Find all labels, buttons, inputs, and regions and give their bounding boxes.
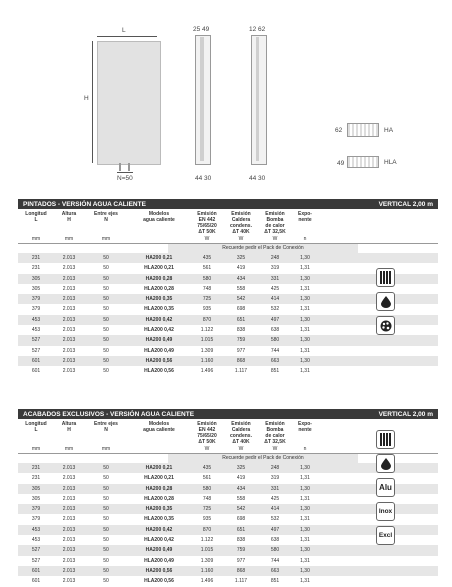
table-cell: 435	[202, 465, 212, 471]
table-cell: 2.013	[62, 255, 76, 261]
table-cell: 248	[270, 255, 280, 261]
table-row	[18, 525, 438, 535]
unit-cell: W	[204, 446, 210, 452]
table-row	[18, 346, 438, 356]
table-cell: 379	[31, 506, 41, 513]
table-cell: 50	[103, 265, 109, 272]
table-cell: 50	[103, 285, 109, 292]
table-cell: 2.013	[62, 327, 76, 334]
table-row	[18, 304, 438, 314]
table-row	[18, 556, 438, 566]
column-headers	[18, 419, 438, 445]
units-row	[18, 445, 438, 454]
dim-H-label: H	[84, 95, 89, 102]
table-cell: HA200 0,28	[145, 485, 173, 492]
table-cell: 2.013	[62, 275, 76, 282]
table-cell: 1,31	[300, 537, 310, 544]
dim-L-line	[97, 36, 157, 37]
section-subtitle: VERTICAL 2,00 m	[378, 410, 433, 418]
table-row	[18, 325, 438, 335]
table-cell: 50	[103, 255, 109, 261]
col-header: Emisión EN 442 75/65/20 ΔT 50K	[197, 211, 217, 235]
table-cell: 1,30	[300, 567, 310, 574]
table-cell: 759	[236, 337, 246, 344]
table-cell: 50	[103, 475, 109, 482]
table-cell: 2.013	[62, 485, 76, 492]
table-cell: 838	[236, 327, 246, 334]
table-cell: 50	[103, 506, 109, 513]
table-cell: 497	[270, 526, 280, 533]
table-cell: 2.013	[62, 557, 76, 564]
table-cell: 561	[202, 265, 212, 272]
table-cell: HA200 0,56	[145, 357, 173, 364]
unit-cell: W	[238, 236, 244, 242]
dim-N-line	[117, 172, 133, 173]
table-cell: 2.013	[62, 537, 76, 544]
table-cell: 231	[31, 465, 41, 471]
table-cell: 434	[236, 485, 246, 492]
table-row	[18, 284, 438, 294]
table-cell: 638	[270, 537, 280, 544]
table-acabados	[18, 409, 438, 587]
table-cell: 542	[236, 296, 246, 303]
table-cell: 2.013	[62, 285, 76, 292]
radiator-icon	[376, 430, 395, 449]
table-cell: 725	[202, 506, 212, 513]
table-cell: 2.013	[62, 296, 76, 303]
table-row	[18, 566, 438, 576]
table-cell: 1,30	[300, 547, 310, 554]
table-row	[18, 315, 438, 325]
table-cell: HLA200 0,42	[144, 327, 174, 334]
ha-depth-label: 62	[335, 127, 343, 134]
table-cell: HLA200 0,35	[144, 306, 174, 313]
table-cell: 532	[270, 306, 280, 313]
table-row	[18, 366, 438, 376]
table-cell: 50	[103, 347, 109, 354]
ha-section-drawing	[347, 123, 379, 137]
table-cell: 1,30	[300, 316, 310, 323]
table-cell: 50	[103, 327, 109, 334]
table-cell: 601	[31, 578, 41, 585]
table-cell: 50	[103, 567, 109, 574]
side-profile-1	[200, 37, 204, 161]
col-header: Longitud L	[25, 211, 47, 223]
unit-cell: mm	[101, 236, 111, 242]
table-row	[18, 494, 438, 504]
table-cell: 663	[270, 357, 280, 364]
side-dim-top: 25 49	[193, 26, 210, 33]
table-cell: 601	[31, 368, 41, 375]
unit-cell: mm	[31, 236, 41, 242]
col-header: Altura H	[61, 211, 77, 223]
table-cell: 1,31	[300, 495, 310, 502]
table-cell: 497	[270, 316, 280, 323]
table-cell: HA200 0,21	[145, 465, 173, 471]
table-cell: 870	[202, 526, 212, 533]
table-cell: 2.013	[62, 526, 76, 533]
table-cell: 2.013	[62, 337, 76, 344]
table-cell: 744	[270, 347, 280, 354]
radiator-side-view-2	[251, 35, 267, 165]
table-cell: 759	[236, 547, 246, 554]
table-row	[18, 356, 438, 366]
table-cell: 1,30	[300, 296, 310, 303]
table-cell: 1,31	[300, 285, 310, 292]
table-cell: HA200 0,56	[145, 567, 173, 574]
table-cell: 379	[31, 516, 41, 523]
table-cell: 453	[31, 526, 41, 533]
table-cell: 1.496	[200, 368, 214, 375]
table-cell: 1,31	[300, 578, 310, 585]
hla-section-drawing	[347, 156, 379, 168]
section-title: ACABADOS EXCLUSIVOS - VERSIÓN AGUA CALIENTE	[23, 410, 195, 418]
table-cell: 1.015	[200, 337, 214, 344]
table-cell: 331	[270, 485, 280, 492]
table-cell: 425	[270, 285, 280, 292]
table-cell: 50	[103, 306, 109, 313]
table-cell: 651	[236, 316, 246, 323]
dim-H-line	[92, 41, 93, 163]
hla-depth-label: 49	[337, 160, 345, 167]
table-cell: 435	[202, 255, 212, 261]
table-cell: HLA200 0,21	[144, 265, 174, 272]
table-cell: 1.496	[200, 578, 214, 585]
table-cell: 1.015	[200, 547, 214, 554]
unit-cell: W	[204, 236, 210, 242]
table-cell: 651	[236, 526, 246, 533]
side-profile-2	[256, 37, 259, 161]
table-cell: 868	[236, 357, 246, 364]
table-cell: 379	[31, 296, 41, 303]
col-header: Modelos agua caliente	[143, 211, 175, 223]
section-subtitle: VERTICAL 2,00 m	[378, 200, 433, 208]
table-cell: 2.013	[62, 578, 76, 585]
table-row	[18, 263, 438, 273]
table-cell: 1.160	[200, 357, 214, 364]
dim-L-label: L	[122, 27, 126, 34]
table-cell: 305	[31, 485, 41, 492]
table-cell: 248	[270, 465, 280, 471]
table-cell: HLA200 0,49	[144, 557, 174, 564]
alu-badge-icon: Alu	[376, 478, 395, 497]
table-cell: 331	[270, 275, 280, 282]
table-body	[18, 463, 438, 587]
side2-dim-top: 12 62	[249, 26, 266, 33]
table-cell: HA200 0,42	[145, 526, 173, 533]
table-cell: 379	[31, 306, 41, 313]
table-row	[18, 473, 438, 483]
table-cell: HLA200 0,28	[144, 495, 174, 502]
table-cell: 527	[31, 347, 41, 354]
col-header: Entre ejes N	[94, 211, 118, 223]
table-cell: 2.013	[62, 506, 76, 513]
table-cell: HA200 0,28	[145, 275, 173, 282]
table-cell: 1,30	[300, 275, 310, 282]
table-cell: 50	[103, 578, 109, 585]
table-cell: 419	[236, 475, 246, 482]
table-cell: 868	[236, 567, 246, 574]
table-cell: HLA200 0,42	[144, 537, 174, 544]
unit-cell: W	[238, 446, 244, 452]
table-cell: 50	[103, 485, 109, 492]
table-cell: 2.013	[62, 547, 76, 554]
table-cell: 601	[31, 357, 41, 364]
table-cell: 532	[270, 516, 280, 523]
table-cell: 935	[202, 306, 212, 313]
water-drop-icon	[376, 292, 395, 311]
table-cell: 2.013	[62, 567, 76, 574]
table-cell: 838	[236, 537, 246, 544]
table-cell: 851	[270, 578, 280, 585]
table-row	[18, 253, 438, 263]
table-cell: 305	[31, 285, 41, 292]
hla-label: HLA	[384, 159, 397, 166]
section-header	[18, 199, 438, 209]
table-cell: HLA200 0,56	[144, 368, 174, 375]
table-cell: 1.117	[234, 368, 248, 375]
table-cell: 527	[31, 337, 41, 344]
table-cell: 527	[31, 557, 41, 564]
table-cell: 50	[103, 275, 109, 282]
unit-cell: mm	[101, 446, 111, 452]
table-cell: 1,30	[300, 255, 310, 261]
table-cell: 2.013	[62, 265, 76, 272]
table-cell: 748	[202, 495, 212, 502]
table-row	[18, 335, 438, 345]
table-cell: 580	[202, 275, 212, 282]
table-cell: 527	[31, 547, 41, 554]
table-cell: 425	[270, 495, 280, 502]
unit-cell	[128, 445, 190, 453]
table-cell: 305	[31, 275, 41, 282]
col-header: Emisión Caldera condens. ΔT 40K	[230, 211, 252, 235]
table-row	[18, 535, 438, 545]
table-cell: 50	[103, 526, 109, 533]
table-cell: 50	[103, 537, 109, 544]
unit-cell: n	[303, 446, 307, 452]
table-cell: HA200 0,49	[145, 337, 173, 344]
table-cell: 558	[236, 285, 246, 292]
table-cell: HLA200 0,56	[144, 578, 174, 585]
table-cell: 542	[236, 506, 246, 513]
radiator-front-view	[97, 41, 161, 165]
section-title: PINTADOS - VERSIÓN AGUA CALIENTE	[23, 200, 146, 208]
table-cell: 1.122	[200, 537, 214, 544]
table-cell: 50	[103, 316, 109, 323]
table-cell: 2.013	[62, 306, 76, 313]
table-cell: HLA200 0,28	[144, 285, 174, 292]
table-cell: 1,31	[300, 475, 310, 482]
water-drop-icon	[376, 454, 395, 473]
table-cell: 1,30	[300, 465, 310, 471]
table-cell: HA200 0,42	[145, 316, 173, 323]
table-cell: 1,31	[300, 265, 310, 272]
table-cell: 434	[236, 275, 246, 282]
table-cell: 414	[270, 506, 280, 513]
table-row	[18, 484, 438, 494]
dim-N-label: N=50	[117, 175, 133, 182]
table-cell: 2.013	[62, 475, 76, 482]
table-cell: 50	[103, 368, 109, 375]
col-header: Longitud L	[25, 421, 47, 433]
table-cell: 231	[31, 255, 41, 261]
table-cell: 558	[236, 495, 246, 502]
col-header: Expo- nente	[298, 421, 312, 433]
table-cell: 319	[270, 475, 280, 482]
table-cell: 50	[103, 547, 109, 554]
table-cell: 851	[270, 368, 280, 375]
table-cell: 1,30	[300, 357, 310, 364]
table-cell: 1.309	[200, 557, 214, 564]
table-cell: 2.013	[62, 465, 76, 471]
table-cell: 305	[31, 495, 41, 502]
table-row	[18, 504, 438, 514]
col-header: Altura H	[61, 421, 77, 433]
ha-label: HA	[384, 127, 394, 134]
col-header: Entre ejes N	[94, 421, 118, 433]
connection-pack-note: Recuerde pedir el Pack de Conexión	[168, 454, 358, 463]
table-cell: 419	[236, 265, 246, 272]
table-row	[18, 545, 438, 555]
table-cell: 601	[31, 567, 41, 574]
table-cell: 663	[270, 567, 280, 574]
unit-cell: n	[303, 236, 307, 242]
table-cell: 2.013	[62, 357, 76, 364]
table-cell: HLA200 0,21	[144, 475, 174, 482]
table-cell: 977	[236, 347, 246, 354]
section-header	[18, 409, 438, 419]
table-cell: 2.013	[62, 316, 76, 323]
table-cell: 1,30	[300, 485, 310, 492]
side-dim-bottom: 44 30	[195, 175, 212, 182]
table-cell: 50	[103, 495, 109, 502]
excl-badge-icon: Excl	[376, 526, 395, 545]
table-cell: 1,30	[300, 526, 310, 533]
table-body	[18, 253, 438, 377]
table-cell: 1,31	[300, 347, 310, 354]
unit-cell: mm	[31, 446, 41, 452]
table-cell: 325	[236, 255, 246, 261]
table-cell: 580	[270, 337, 280, 344]
table-cell: 231	[31, 265, 41, 272]
connection-right	[128, 163, 130, 171]
unit-cell	[128, 235, 190, 243]
side2-dim-bottom: 44 30	[249, 175, 266, 182]
connection-left	[119, 163, 121, 171]
col-header: Emisión EN 442 75/65/20 ΔT 50K	[197, 421, 217, 445]
table-cell: 1,30	[300, 506, 310, 513]
table-cell: 2.013	[62, 495, 76, 502]
table-cell: 748	[202, 285, 212, 292]
table-row	[18, 514, 438, 524]
table-cell: 50	[103, 557, 109, 564]
inox-badge-icon: Inox	[376, 502, 395, 521]
table-cell: 580	[270, 547, 280, 554]
table-cell: 1,31	[300, 557, 310, 564]
table-cell: 935	[202, 516, 212, 523]
table-cell: 453	[31, 316, 41, 323]
table-cell: 1,31	[300, 368, 310, 375]
table-cell: 744	[270, 557, 280, 564]
table-cell: HLA200 0,49	[144, 347, 174, 354]
table-row	[18, 463, 438, 473]
unit-cell: W	[272, 236, 278, 242]
table-cell: 1,31	[300, 327, 310, 334]
table-row	[18, 294, 438, 304]
table-cell: 414	[270, 296, 280, 303]
table-cell: 1,30	[300, 337, 310, 344]
table-row	[18, 274, 438, 284]
color-palette-icon	[376, 316, 395, 335]
connection-pack-note: Recuerde pedir el Pack de Conexión	[168, 244, 358, 253]
table-cell: 1.122	[200, 327, 214, 334]
table-cell: 50	[103, 465, 109, 471]
table-cell: 50	[103, 516, 109, 523]
table-cell: HA200 0,21	[145, 255, 173, 261]
table-cell: 725	[202, 296, 212, 303]
radiator-icon	[376, 268, 395, 287]
table-cell: 2.013	[62, 368, 76, 375]
col-header: Emisión Bomba de calor ΔT 32,5K	[264, 421, 286, 445]
table-cell: 50	[103, 357, 109, 364]
table-cell: 231	[31, 475, 41, 482]
table-cell: 2.013	[62, 347, 76, 354]
table-cell: 1,31	[300, 516, 310, 523]
table-row	[18, 576, 438, 586]
table-cell: 1.160	[200, 567, 214, 574]
col-header: Modelos agua caliente	[143, 421, 175, 433]
unit-cell: W	[272, 446, 278, 452]
table-pintados	[18, 199, 438, 377]
table-cell: 870	[202, 316, 212, 323]
column-headers	[18, 209, 438, 235]
table-cell: 638	[270, 327, 280, 334]
table-cell: 50	[103, 296, 109, 303]
col-header: Emisión Bomba de calor ΔT 32,5K	[264, 211, 286, 235]
table-cell: HLA200 0,35	[144, 516, 174, 523]
table-cell: HA200 0,49	[145, 547, 173, 554]
table-cell: 561	[202, 475, 212, 482]
table-cell: 2.013	[62, 516, 76, 523]
table-cell: 1.309	[200, 347, 214, 354]
table-cell: 50	[103, 337, 109, 344]
table-cell: 698	[236, 516, 246, 523]
units-row	[18, 235, 438, 244]
table-cell: 319	[270, 265, 280, 272]
col-header: Emisión Caldera condens. ΔT 40K	[230, 421, 252, 445]
unit-cell: mm	[64, 236, 74, 242]
table-cell: HA200 0,35	[145, 506, 173, 513]
table-cell: HA200 0,35	[145, 296, 173, 303]
unit-cell: mm	[64, 446, 74, 452]
table-cell: 325	[236, 465, 246, 471]
table-cell: 977	[236, 557, 246, 564]
table-cell: 698	[236, 306, 246, 313]
table-cell: 453	[31, 327, 41, 334]
table-cell: 453	[31, 537, 41, 544]
table-cell: 1,31	[300, 306, 310, 313]
table-cell: 580	[202, 485, 212, 492]
table-cell: 1.117	[234, 578, 248, 585]
col-header: Expo- nente	[298, 211, 312, 223]
